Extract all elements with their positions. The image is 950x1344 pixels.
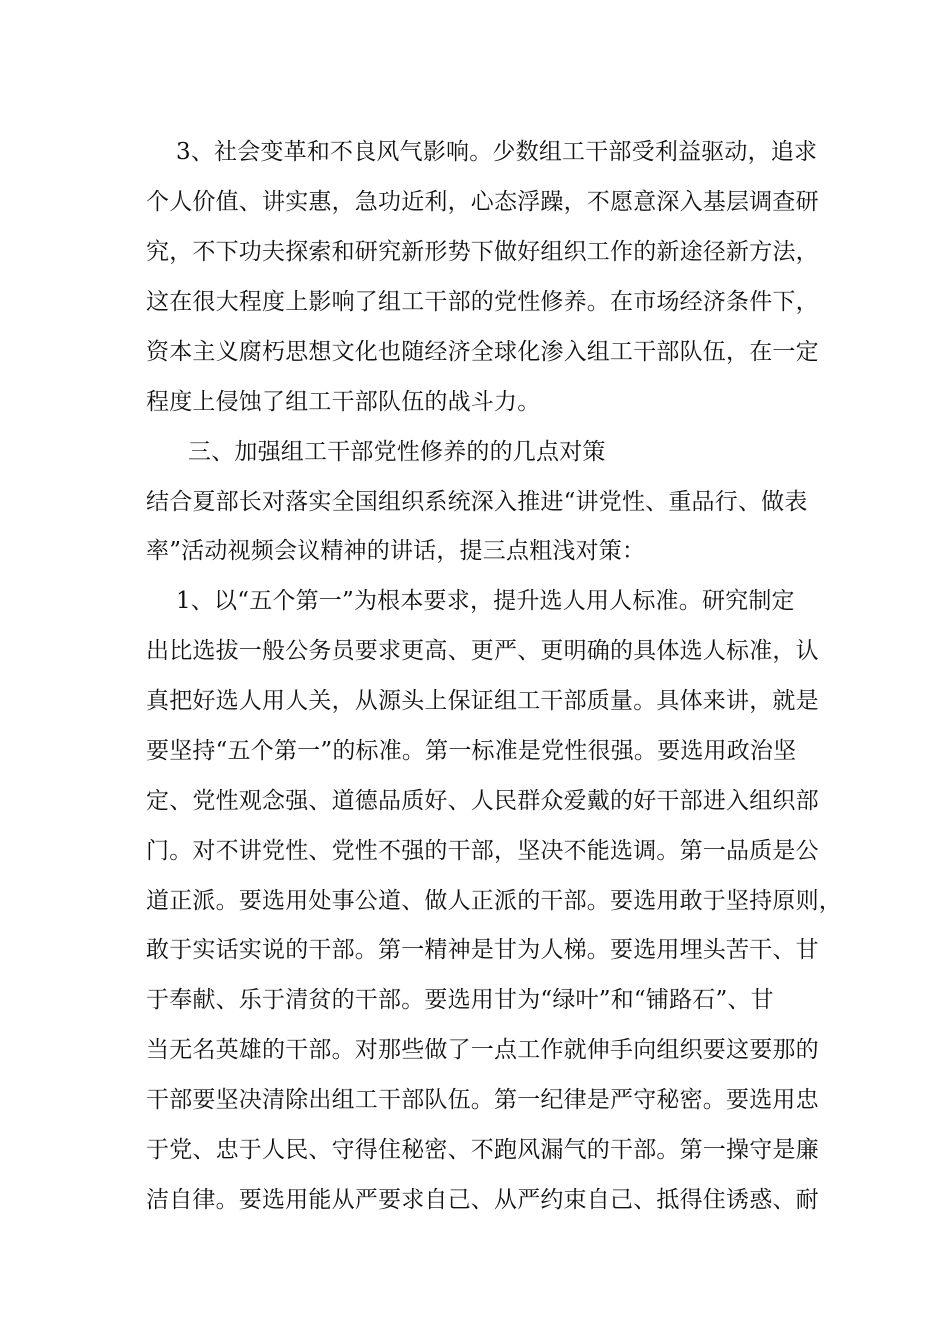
paragraph-line-10: 1、以“五个第一”为根本要求，提升选人用人标准。研究制定: [176, 588, 795, 614]
paragraph-line-3: 究，不下功夫探索和研究新形势下做好组织工作的新途径新方法，: [146, 239, 819, 265]
paragraph-line-9: 率”活动视频会议精神的讲话，提三点粗浅对策：: [146, 538, 646, 564]
paragraph-line-8: 结合夏部长对落实全国组织系统深入推进“讲党性、重品行、做表: [146, 489, 808, 515]
paragraph-line-16: 道正派。要选用处事公道、做人正派的干部。要选用敢于坚持原则，: [146, 888, 842, 914]
paragraph-line-14: 定、党性观念强、道德品质好、人民群众爱戴的好干部进入组织部: [146, 788, 819, 814]
paragraph-line-6: 程度上侵蚀了组工干部队伍的战斗力。: [146, 389, 541, 415]
paragraph-line-11: 出比选拔一般公务员要求更高、更严、更明确的具体选人标准，认: [146, 638, 819, 664]
paragraph-line-22: 洁自律。要选用能从严要求自己、从严约束自己、抵得住诱惑、耐: [146, 1187, 819, 1213]
paragraph-line-4: 这在很大程度上影响了组工干部的党性修养。在市场经济条件下，: [146, 289, 819, 315]
paragraph-line-1: 3、社会变革和不良风气影响。少数组工干部受利益驱动，追求: [176, 139, 818, 165]
paragraph-line-15: 门。对不讲党性、党性不强的干部，坚决不能选调。第一品质是公: [146, 838, 819, 864]
paragraph-line-19: 当无名英雄的干部。对那些做了一点工作就伸手向组织要这要那的: [146, 1037, 819, 1063]
paragraph-line-17: 敢于实话实说的干部。第一精神是甘为人梯。要选用埋头苦干、甘: [146, 937, 819, 963]
paragraph-line-2: 个人价值、讲实惠，急功近利，心态浮躁，不愿意深入基层调查研: [146, 189, 819, 215]
paragraph-line-18: 于奉献、乐于清贫的干部。要选用甘为“绿叶”和“铺路石”、甘: [146, 987, 774, 1013]
paragraph-line-12: 真把好选人用人关，从源头上保证组工干部质量。具体来讲，就是: [146, 688, 819, 714]
paragraph-line-20: 干部要坚决清除出组工干部队伍。第一纪律是严守秘密。要选用忠: [146, 1087, 819, 1113]
paragraph-line-13: 要坚持“五个第一”的标准。第一标准是党性很强。要选用政治坚: [146, 738, 797, 764]
paragraph-line-21: 于党、忠于人民、守得住秘密、不跑风漏气的干部。第一操守是廉: [146, 1137, 819, 1163]
section-heading: 三、加强组工干部党性修养的的几点对策: [188, 439, 606, 465]
paragraph-line-5: 资本主义腐朽思想文化也随经济全球化渗入组工干部队伍，在一定: [146, 339, 819, 365]
